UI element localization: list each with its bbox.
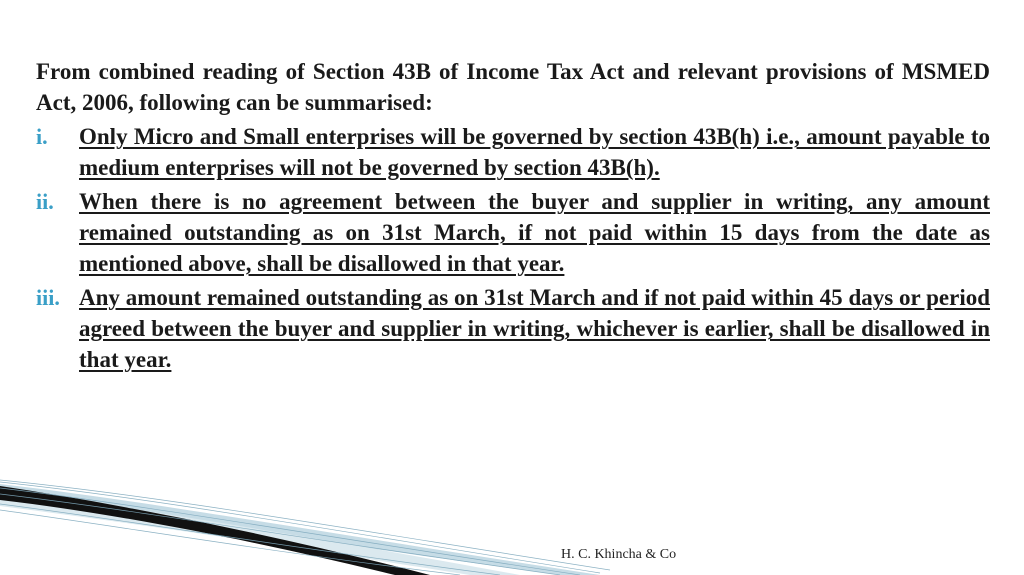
- list-item-text: When there is no agreement between the buyer and supplier in writing, any amount remained outstanding as on 31st March, if not paid within 15 days from the date as mentioned above, shall be disallowed in that year.: [79, 189, 990, 276]
- summary-list: [36, 121, 990, 375]
- list-marker: iii.: [36, 285, 60, 310]
- list-item: [36, 121, 990, 183]
- slide-content: [36, 56, 990, 375]
- list-marker: ii.: [36, 189, 54, 214]
- list-item-text: Any amount remained outstanding as on 31st March and if not paid within 45 days or period agreed between the buyer and supplier in writing, whichever is earlier, shall be disallowed in that year.: [79, 285, 990, 372]
- corner-swoosh-decoration: [0, 470, 620, 575]
- list-item: [36, 282, 990, 375]
- list-item: [36, 186, 990, 279]
- footer-firm-name: H. C. Khincha & Co: [561, 547, 677, 562]
- list-marker: i.: [36, 124, 48, 149]
- intro-paragraph: From combined reading of Section 43B of Income Tax Act and relevant provisions of MSMED Act, 2006, following can be summarised:: [36, 59, 990, 115]
- list-item-text: Only Micro and Small enterprises will be governed by section 43B(h) i.e., amount payable to medium enterprises will not be governed by section 43B(h).: [79, 124, 990, 180]
